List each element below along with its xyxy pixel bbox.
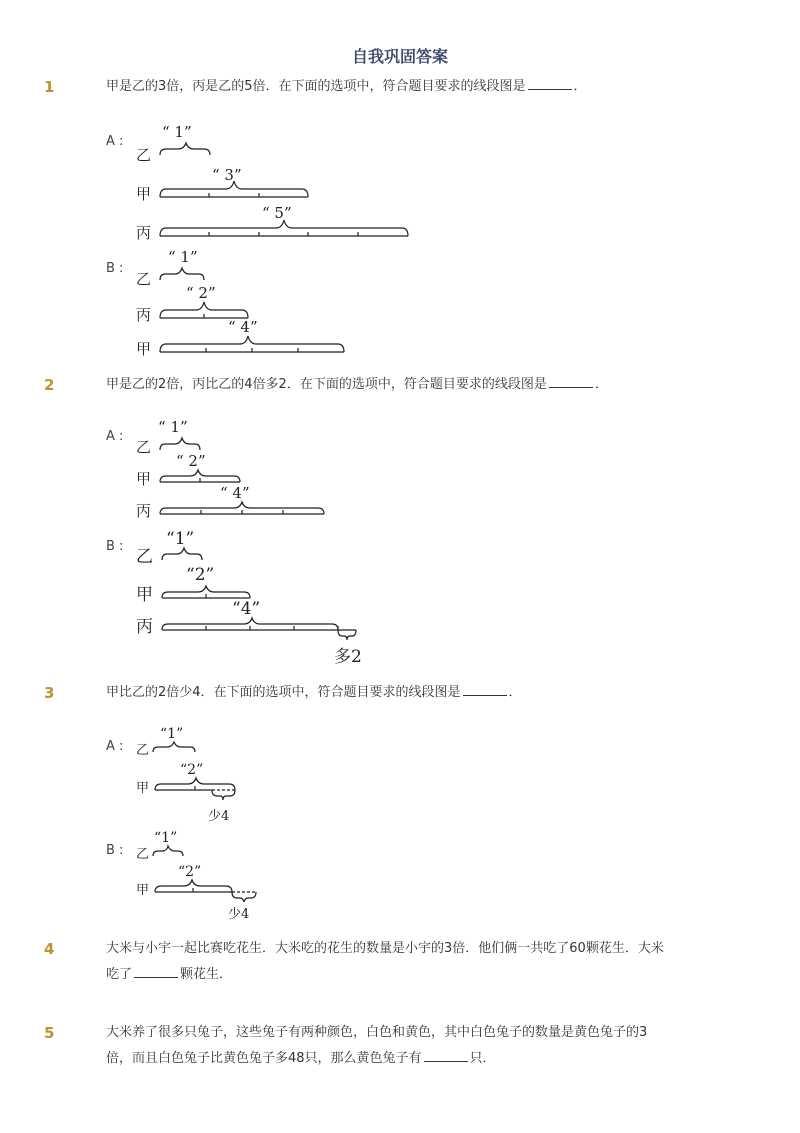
q2-a-brace1	[160, 438, 200, 450]
question-2-end: ．	[594, 377, 608, 392]
q1-option-b-label: B :	[106, 261, 124, 276]
question-4-line2	[106, 962, 726, 988]
question-4-line2-end: 颗花生．	[180, 967, 233, 982]
q2-option-a-diagram	[0, 418, 800, 528]
question-number-3: 3	[44, 684, 55, 702]
q1-a-brace1-label: “ 1”	[162, 123, 192, 141]
q3-option-b-label: B :	[106, 843, 124, 858]
question-4-line2-start: 吃了	[106, 967, 133, 982]
question-2-text: 甲是乙的2倍，丙比乙的4倍多2．在下面的选项中，符合题目要求的线段图是	[106, 377, 547, 392]
q1-b-brace1-label: “ 1”	[168, 248, 198, 266]
q3-option-a-diagram	[0, 726, 800, 826]
q1-a-row2-label: 甲	[136, 185, 152, 203]
q3-a-brace2-label: “2”	[180, 762, 204, 778]
q1-a-brace3	[160, 220, 408, 236]
q2-b-extra-brace	[338, 630, 356, 640]
q3-a-extra-brace	[212, 790, 235, 800]
q1-option-b-diagram	[0, 248, 800, 358]
question-text-1	[106, 74, 726, 100]
q3-b-brace2-label: “2”	[178, 864, 202, 880]
q2-option-b-diagram	[0, 530, 800, 670]
q2-a-brace2-label: “ 2”	[176, 452, 206, 470]
q2-a-row3-label: 丙	[136, 502, 152, 520]
q3-a-extra-label: 少4	[208, 809, 230, 824]
q1-b-brace3-label: “ 4”	[228, 318, 258, 336]
answer-blank-5[interactable]	[424, 1049, 468, 1062]
answer-blank-1[interactable]	[528, 77, 572, 90]
q3-a-brace1	[153, 742, 195, 752]
q2-b-brace1-label: “1”	[166, 529, 195, 549]
q3-b-extra-label: 少4	[228, 907, 250, 922]
q3-b-row1-label: 乙	[136, 847, 150, 862]
q1-a-brace1	[160, 143, 210, 155]
question-number-1: 1	[44, 78, 55, 96]
question-text-3	[106, 680, 726, 706]
q2-option-b-label: B :	[106, 539, 124, 554]
question-5-line2	[106, 1046, 726, 1072]
q3-a-row1-label: 乙	[136, 743, 150, 758]
q1-b-row1-label: 乙	[136, 270, 152, 288]
question-text-2	[106, 372, 726, 398]
q3-b-extra-brace	[232, 892, 256, 902]
q1-b-brace1	[160, 268, 204, 280]
q1-a-brace3-label: “ 5”	[262, 204, 292, 222]
q2-b-brace3-label: “4”	[232, 599, 261, 619]
q1-b-brace2-label: “ 2”	[186, 284, 216, 302]
q2-b-brace2-label: “2”	[186, 565, 215, 585]
q1-b-row2-label: 丙	[136, 306, 152, 324]
q3-b-brace1-label: “1”	[154, 830, 178, 846]
q2-a-brace1-label: “ 1”	[158, 418, 188, 436]
question-1-text: 甲是乙的3倍，丙是乙的5倍．在下面的选项中，符合题目要求的线段图是	[106, 79, 526, 94]
question-number-5: 5	[44, 1024, 55, 1042]
question-number-2: 2	[44, 376, 55, 394]
q3-option-a-label: A :	[106, 739, 124, 754]
q3-b-row2-label: 甲	[136, 883, 150, 898]
question-5-line1: 大米养了很多只兔子，这些兔子有两种颜色，白色和黄色，其中白色兔子的数量是黄色兔子的3	[106, 1025, 648, 1040]
q2-a-row1-label: 乙	[136, 438, 152, 456]
q3-a-brace1-label: “1”	[160, 726, 184, 742]
q1-option-a-diagram	[0, 115, 800, 245]
q2-b-row3-label: 丙	[136, 617, 153, 637]
q2-b-extra-label: 多2	[334, 647, 362, 667]
q1-a-brace2-label: “ 3”	[212, 166, 242, 184]
question-text-4	[106, 936, 726, 988]
question-5-line2-end: 只．	[469, 1051, 496, 1066]
answer-blank-2[interactable]	[549, 375, 593, 388]
q3-b-brace1	[153, 846, 183, 856]
question-1-end: ．	[573, 79, 587, 94]
question-text-5	[106, 1020, 726, 1072]
question-3-text: 甲比乙的2倍少4．在下面的选项中，符合题目要求的线段图是	[106, 685, 461, 700]
q1-b-row3-label: 甲	[136, 340, 152, 358]
question-4-line1: 大米与小宇一起比赛吃花生．大米吃的花生的数量是小宇的3倍．他们俩一共吃了60颗花生．大米	[106, 941, 664, 956]
answer-blank-4[interactable]	[134, 965, 178, 978]
q2-option-a-label: A :	[106, 429, 124, 444]
q3-a-row2-label: 甲	[136, 781, 150, 796]
page-title: 自我巩固答案	[351, 47, 448, 66]
question-3-end: ．	[508, 685, 522, 700]
q2-a-row2-label: 甲	[136, 470, 152, 488]
q2-b-brace1	[162, 548, 202, 560]
q1-option-a-label: A :	[106, 134, 124, 149]
q2-b-row2-label: 甲	[136, 585, 153, 605]
q1-a-row3-label: 丙	[136, 224, 152, 242]
question-5-line2-start: 倍，而且白色兔子比黄色兔子多48只，那么黄色兔子有	[106, 1051, 422, 1066]
question-number-4: 4	[44, 940, 55, 958]
q2-a-brace3-label: “ 4”	[220, 484, 250, 502]
q3-option-b-diagram	[0, 830, 800, 925]
q1-a-row1-label: 乙	[136, 146, 152, 164]
q2-b-row1-label: 乙	[136, 547, 153, 567]
answer-blank-3[interactable]	[463, 683, 507, 696]
